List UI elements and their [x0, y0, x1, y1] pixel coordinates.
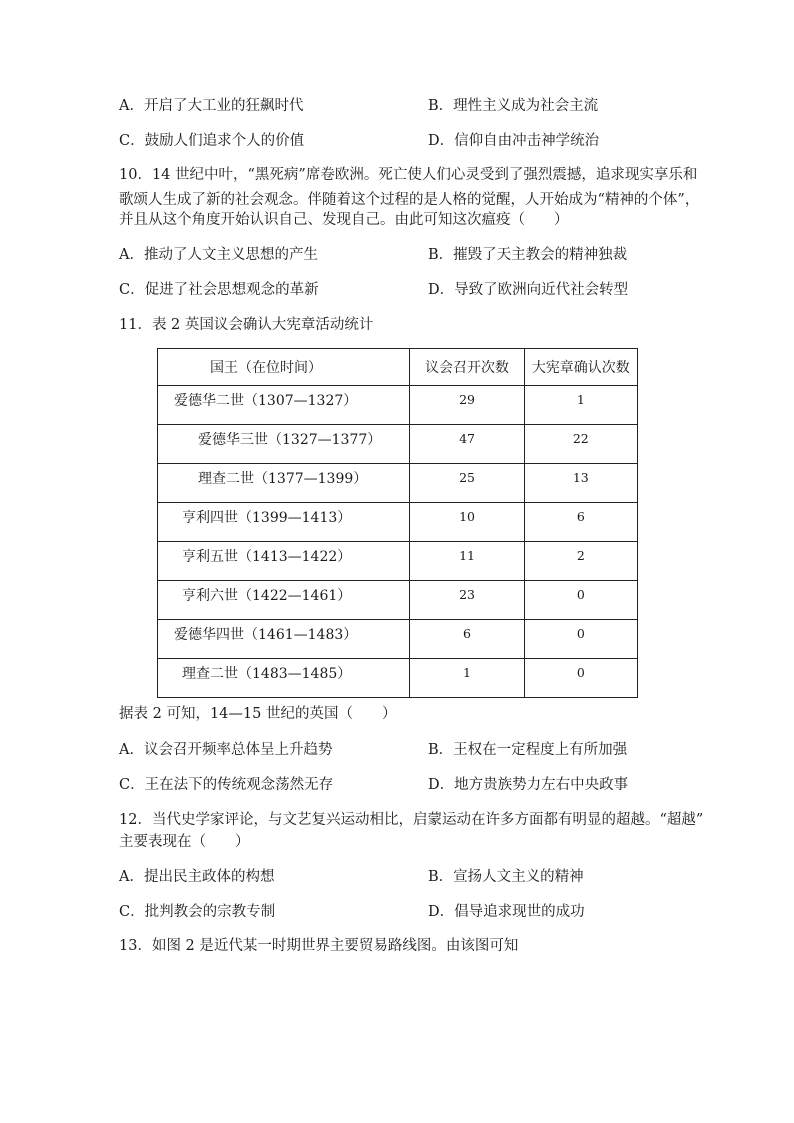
sessions-value: 29: [459, 392, 475, 407]
q9-option-c: C．鼓励人们追求个人的价值: [119, 133, 305, 149]
header-sessions: 议会召开次数: [410, 349, 524, 386]
cell-king: [158, 581, 410, 620]
cell-king: [158, 620, 410, 659]
cell-sessions: [410, 542, 524, 581]
cell-confirmations: [524, 659, 637, 698]
cell-sessions: [410, 386, 524, 425]
header-king: 国王（在位时间）: [158, 349, 410, 386]
cell-confirmations: [524, 620, 637, 659]
table-row: [158, 503, 638, 542]
confirmations-value: 0: [576, 587, 585, 602]
cell-king: [158, 503, 410, 542]
sessions-value: 47: [459, 431, 475, 446]
cell-confirmations: [524, 581, 637, 620]
q12-stem-line-1: 12．当代史学家评论，与文艺复兴运动相比，启蒙运动在许多方面都有明显的超越。“超越”: [119, 812, 704, 828]
q11-stem: 11．表 2 英国议会确认大宪章活动统计: [119, 317, 374, 333]
q11-option-d: D．地方贵族势力左右中央政事: [428, 777, 629, 793]
confirmations-value: 22: [572, 431, 589, 446]
cell-confirmations: [524, 464, 637, 503]
cell-king: [158, 386, 410, 425]
cell-confirmations: [524, 386, 637, 425]
table-row: [158, 425, 638, 464]
confirmations-value: 0: [576, 665, 585, 680]
q9-option-d: D．信仰自由冲击神学统治: [428, 133, 600, 149]
q10-option-d: D．导致了欧洲向近代社会转型: [428, 282, 629, 298]
cell-sessions: [410, 425, 524, 464]
confirmations-value: 13: [572, 470, 589, 485]
cell-confirmations: [524, 503, 637, 542]
king-name: 爱德华四世（1461—1483）: [174, 627, 358, 643]
q9-option-b: B．理性主义成为社会主流: [428, 98, 599, 114]
q12-stem-line-2: 主要表现在（ ）: [119, 834, 250, 850]
king-name: 理查二世（1377—1399）: [198, 471, 368, 487]
table-row: [158, 659, 638, 698]
confirmations-value: 0: [576, 626, 585, 641]
cell-confirmations: [524, 425, 637, 464]
sessions-value: 23: [459, 587, 475, 602]
table-row: [158, 542, 638, 581]
confirmations-value: 6: [576, 509, 585, 524]
king-name: 亨利五世（1413—1422）: [182, 549, 352, 565]
confirmations-value: 2: [576, 548, 585, 563]
cell-king: [158, 659, 410, 698]
table-row: [158, 464, 638, 503]
q11-option-b: B．王权在一定程度上有所加强: [428, 742, 628, 758]
magna-carta-table: [157, 348, 638, 698]
sessions-value: 10: [459, 509, 475, 524]
q11-after-table: 据表 2 可知，14—15 世纪的英国（ ）: [119, 706, 397, 722]
table-row: [158, 620, 638, 659]
cell-confirmations: [524, 542, 637, 581]
confirmations-value: 1: [576, 392, 585, 407]
table-row: [158, 386, 638, 425]
king-name: 亨利四世（1399—1413）: [182, 510, 352, 526]
q11-option-c: C．王在法下的传统观念荡然无存: [119, 777, 334, 793]
king-name: 亨利六世（1422—1461）: [182, 588, 352, 604]
header-confirmations: 大宪章确认次数: [524, 349, 637, 386]
q10-stem-line-3: 并且从这个角度开始认识自己、发现自己。由此可知这次瘟疫（ ）: [119, 212, 569, 228]
cell-king: [158, 464, 410, 503]
q10-option-c: C．促进了社会思想观念的革新: [119, 282, 319, 298]
table-header-row: [158, 349, 638, 386]
q13-stem: 13．如图 2 是近代某一时期世界主要贸易路线图。由该图可知: [119, 938, 519, 954]
q10-option-a: A．推动了人文主义思想的产生: [119, 247, 318, 263]
king-name: 爱德华三世（1327—1377）: [198, 432, 382, 448]
table-row: [158, 581, 638, 620]
sessions-value: 11: [459, 548, 475, 563]
cell-sessions: [410, 503, 524, 542]
q11-option-a: A．议会召开频率总体呈上升趋势: [119, 742, 333, 758]
q10-stem-line-1: 10．14 世纪中叶，“黑死病”席卷欧洲。死亡使人们心灵受到了强烈震撼，追求现实享乐和: [119, 167, 698, 183]
q12-option-a: A．提出民主政体的构想: [119, 869, 275, 885]
cell-sessions: [410, 464, 524, 503]
king-name: 理查二世（1483—1485）: [182, 666, 352, 682]
king-name: 爱德华二世（1307—1327）: [174, 393, 358, 409]
q12-option-c: C．批判教会的宗教专制: [119, 904, 276, 920]
sessions-value: 25: [459, 470, 475, 485]
q9-option-a: A．开启了大工业的狂飙时代: [119, 98, 304, 114]
q10-stem-line-2: 歌颂人生成了新的社会观念。伴随着这个过程的是人格的觉醒，人开始成为“精神的个体”，: [119, 192, 700, 208]
sessions-value: 1: [463, 665, 471, 680]
cell-king: [158, 425, 410, 464]
q10-option-b: B．摧毁了天主教会的精神独裁: [428, 247, 628, 263]
q12-option-d: D．倡导追求现世的成功: [428, 904, 585, 920]
cell-king: [158, 542, 410, 581]
sessions-value: 6: [463, 626, 471, 641]
cell-sessions: [410, 659, 524, 698]
q12-option-b: B．宣扬人文主义的精神: [428, 869, 584, 885]
cell-sessions: [410, 620, 524, 659]
cell-sessions: [410, 581, 524, 620]
